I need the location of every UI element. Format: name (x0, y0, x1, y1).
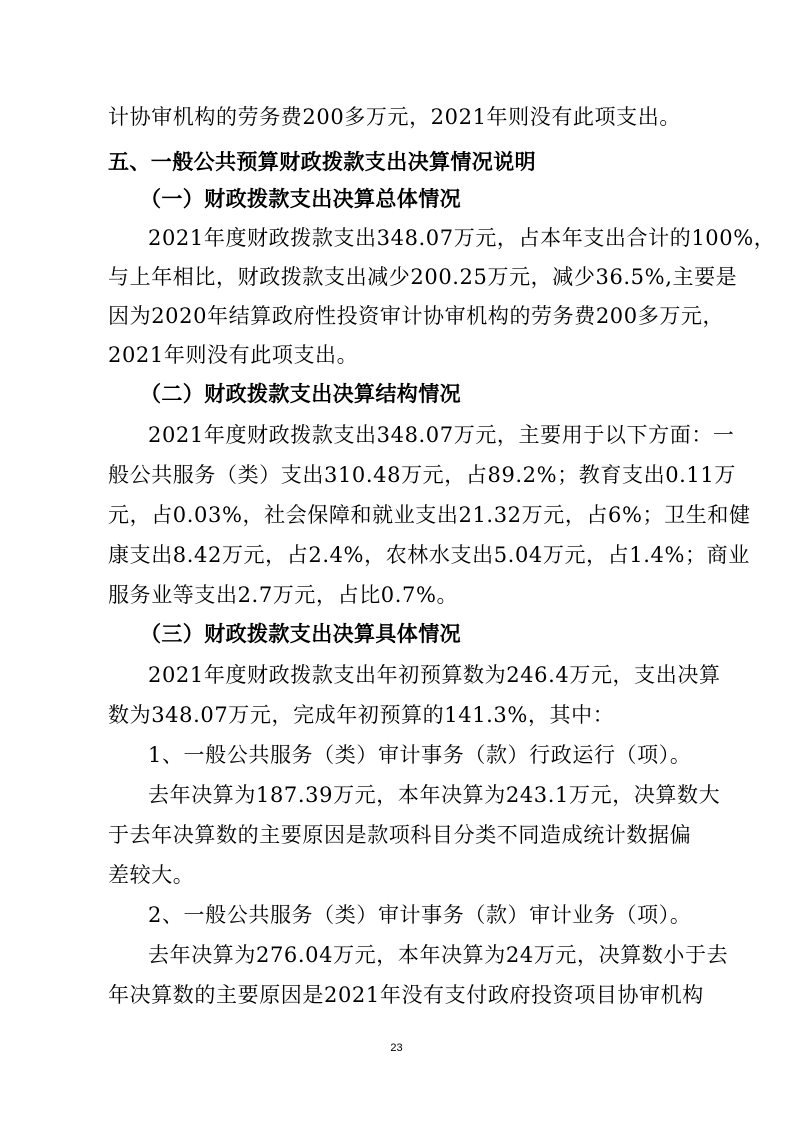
paragraph-line: 年决算数的主要原因是2021年没有支付政府投资项目协审机构 (108, 983, 704, 1007)
paragraph-line: 数为348.07万元，完成年初预算的141.3%，其中： (108, 703, 615, 727)
paragraph-line: 2、一般公共服务（类）审计事务（款）审计业务（项）。 (148, 903, 692, 927)
paragraph-line: 差较大。 (108, 863, 195, 887)
paragraph-line: 般公共服务（类）支出310.48万元，占89.2%；教育支出0.11万 (108, 463, 736, 487)
paragraph-line: 2021年度财政拨款支出年初预算数为246.4万元，支出决算 (148, 663, 721, 687)
subsection-heading: （二）财政拨款支出决算结构情况 (140, 382, 461, 406)
paragraph-line: 1、一般公共服务（类）审计事务（款）行政运行（项）。 (148, 743, 692, 767)
paragraph-line: 2021年度财政拨款支出348.07万元，占本年支出合计的100%， (148, 226, 776, 250)
paragraph-line: 元，占0.03%，社会保障和就业支出21.32万元，占6%；卫生和健 (108, 503, 751, 527)
paragraph-line: 于去年决算数的主要原因是款项科目分类不同造成统计数据偏 (108, 823, 692, 847)
subsection-heading: （三）财政拨款支出决算具体情况 (140, 622, 461, 646)
paragraph-line: 服务业等支出2.7万元，占比0.7%。 (108, 583, 459, 607)
paragraph-line: 2021年度财政拨款支出348.07万元，主要用于以下方面：一 (148, 423, 735, 447)
paragraph-line: 去年决算为276.04万元，本年决算为24万元，决算数小于去 (148, 943, 729, 967)
subsection-heading: （一）财政拨款支出决算总体情况 (140, 187, 461, 211)
section-heading: 五、一般公共预算财政拨款支出决算情况说明 (108, 150, 536, 174)
paragraph-line: 与上年相比，财政拨款支出减少200.25万元，减少36.5%,主要是 (108, 265, 738, 289)
paragraph-line: 2021年则没有此项支出。 (108, 343, 359, 367)
paragraph-line: 计协审机构的劳务费200多万元，2021年则没有此项支出。 (108, 105, 681, 129)
paragraph-line: 康支出8.42万元，占2.4%，农林水支出5.04万元，占1.4%；商业 (108, 543, 750, 567)
page-number: 23 (390, 1042, 403, 1054)
paragraph-line: 去年决算为187.39万元，本年决算为243.1万元，决算数大 (148, 783, 721, 807)
paragraph-line: 因为2020年结算政府性投资审计协审机构的劳务费200多万元， (108, 304, 725, 328)
